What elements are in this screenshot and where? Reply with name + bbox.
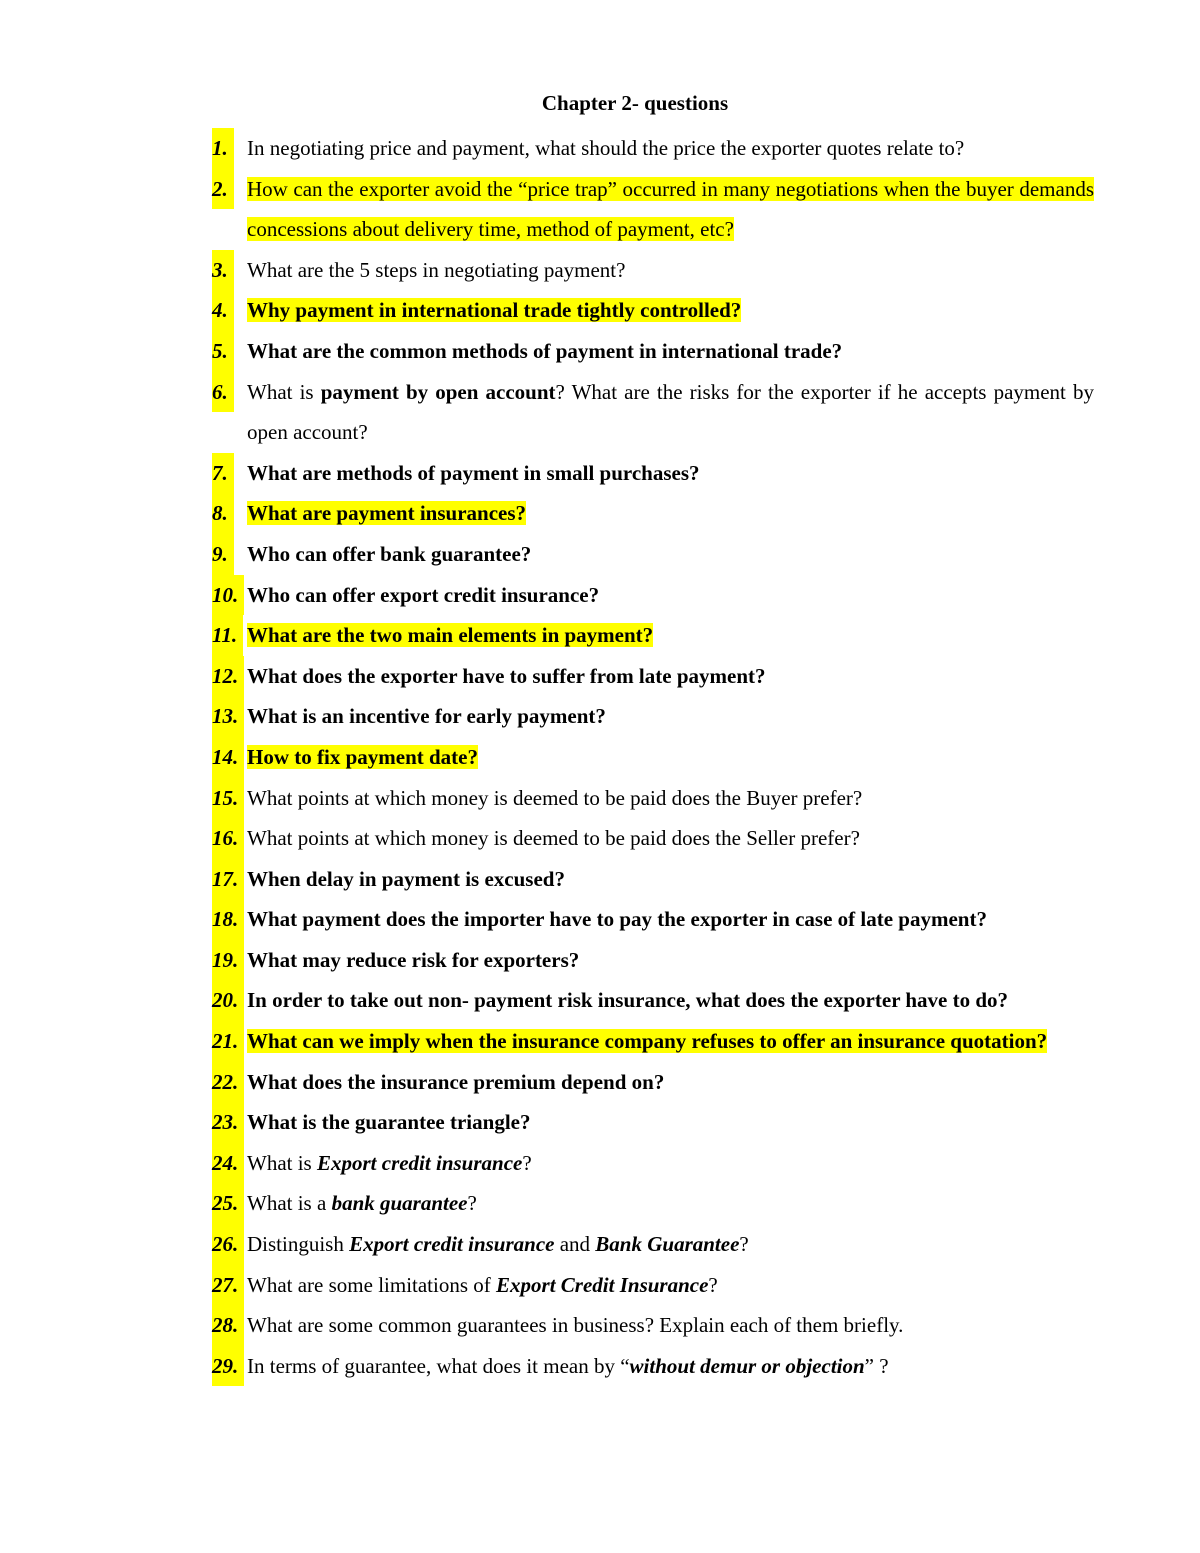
question-text: What does the exporter have to suffer from late payment? bbox=[247, 663, 766, 688]
question-text: What are the 5 steps in negotiating payment? bbox=[247, 257, 626, 282]
question-number: 21. bbox=[212, 1021, 244, 1062]
question-22 bbox=[212, 1062, 1094, 1103]
question-number: 26. bbox=[212, 1224, 244, 1265]
question-number: 14. bbox=[212, 737, 244, 778]
question-25 bbox=[212, 1183, 1094, 1224]
question-number: 10. bbox=[212, 575, 244, 616]
question-number: 20. bbox=[212, 980, 244, 1021]
question-text: What is payment by open account? What are the risks for the exporter if he accepts payment by open account? bbox=[247, 379, 1094, 445]
question-text: What can we imply when the insurance company refuses to offer an insurance quotation? bbox=[247, 1029, 1048, 1054]
question-number: 22. bbox=[212, 1062, 244, 1103]
question-text: What is Export credit insurance? bbox=[247, 1150, 532, 1175]
question-text: What are payment insurances? bbox=[247, 501, 527, 526]
question-text: What points at which money is deemed to be paid does the Buyer prefer? bbox=[247, 785, 863, 810]
question-2 bbox=[212, 169, 1094, 250]
question-3 bbox=[212, 250, 1094, 291]
question-text: In terms of guarantee, what does it mean by “without demur or objection” ? bbox=[247, 1353, 889, 1378]
question-text: What are the two main elements in payment? bbox=[247, 623, 654, 648]
question-number: 13. bbox=[212, 696, 244, 737]
question-text: How to fix payment date? bbox=[247, 744, 478, 769]
question-number: 3. bbox=[212, 250, 234, 291]
question-list bbox=[212, 128, 1094, 1386]
question-number: 28. bbox=[212, 1305, 244, 1346]
question-18 bbox=[212, 899, 1094, 940]
question-text: What may reduce risk for exporters? bbox=[247, 947, 580, 972]
page-title: Chapter 2- questions bbox=[541, 91, 729, 115]
question-text: When delay in payment is excused? bbox=[247, 866, 565, 891]
question-number: 15. bbox=[212, 778, 244, 819]
question-15 bbox=[212, 778, 1094, 819]
question-text: Distinguish Export credit insurance and Bank Guarantee? bbox=[247, 1232, 749, 1257]
question-17 bbox=[212, 859, 1094, 900]
question-19 bbox=[212, 940, 1094, 981]
question-20 bbox=[212, 980, 1094, 1021]
question-text: What are some common guarantees in business? Explain each of them briefly. bbox=[247, 1313, 904, 1338]
question-text: What is the guarantee triangle? bbox=[247, 1110, 531, 1135]
question-24 bbox=[212, 1143, 1094, 1184]
question-12 bbox=[212, 656, 1094, 697]
question-4 bbox=[212, 290, 1094, 331]
question-9 bbox=[212, 534, 1094, 575]
question-text: What is a bank guarantee? bbox=[247, 1191, 477, 1216]
question-number: 8. bbox=[212, 493, 234, 534]
question-6 bbox=[212, 372, 1094, 453]
question-text: What points at which money is deemed to be paid does the Seller prefer? bbox=[247, 826, 860, 851]
question-text: How can the exporter avoid the “price trap” occurred in many negotiations when the buyer demands concessions about delivery time, method of payment, etc? bbox=[247, 176, 1094, 242]
question-number: 7. bbox=[212, 453, 234, 494]
question-number: 4. bbox=[212, 290, 234, 331]
question-number: 25. bbox=[212, 1183, 244, 1224]
question-29 bbox=[212, 1346, 1094, 1387]
question-number: 6. bbox=[212, 372, 234, 413]
question-11 bbox=[212, 615, 1094, 656]
question-text: What does the insurance premium depend on? bbox=[247, 1069, 665, 1094]
question-26 bbox=[212, 1224, 1094, 1265]
question-number: 16. bbox=[212, 818, 244, 859]
question-text: Who can offer bank guarantee? bbox=[247, 541, 532, 566]
question-8 bbox=[212, 493, 1094, 534]
question-16 bbox=[212, 818, 1094, 859]
question-number: 11. bbox=[212, 615, 243, 656]
question-text: Who can offer export credit insurance? bbox=[247, 582, 600, 607]
question-number: 23. bbox=[212, 1102, 244, 1143]
question-text: What is an incentive for early payment? bbox=[247, 704, 606, 729]
question-number: 9. bbox=[212, 534, 234, 575]
question-number: 19. bbox=[212, 940, 244, 981]
question-10 bbox=[212, 575, 1094, 616]
question-5 bbox=[212, 331, 1094, 372]
question-1 bbox=[212, 128, 1094, 169]
question-number: 18. bbox=[212, 899, 244, 940]
question-text: What are methods of payment in small purchases? bbox=[247, 460, 700, 485]
question-21 bbox=[212, 1021, 1094, 1062]
question-number: 5. bbox=[212, 331, 234, 372]
question-number: 1. bbox=[212, 128, 234, 169]
question-7 bbox=[212, 453, 1094, 494]
question-13 bbox=[212, 696, 1094, 737]
question-text: What payment does the importer have to pay the exporter in case of late payment? bbox=[247, 907, 987, 932]
question-number: 17. bbox=[212, 859, 244, 900]
question-text: In negotiating price and payment, what should the price the exporter quotes relate to? bbox=[247, 136, 965, 160]
question-number: 12. bbox=[212, 656, 244, 697]
question-28 bbox=[212, 1305, 1094, 1346]
question-text: What are the common methods of payment in international trade? bbox=[247, 338, 843, 363]
question-27 bbox=[212, 1265, 1094, 1306]
question-number: 29. bbox=[212, 1346, 244, 1387]
question-text: What are some limitations of Export Credit Insurance? bbox=[247, 1272, 718, 1297]
question-number: 2. bbox=[212, 169, 234, 210]
question-number: 27. bbox=[212, 1265, 244, 1306]
question-number: 24. bbox=[212, 1143, 244, 1184]
question-23 bbox=[212, 1102, 1094, 1143]
question-text: In order to take out non- payment risk insurance, what does the exporter have to do? bbox=[247, 988, 1009, 1013]
question-text: Why payment in international trade tightly controlled? bbox=[247, 298, 742, 323]
question-14 bbox=[212, 737, 1094, 778]
